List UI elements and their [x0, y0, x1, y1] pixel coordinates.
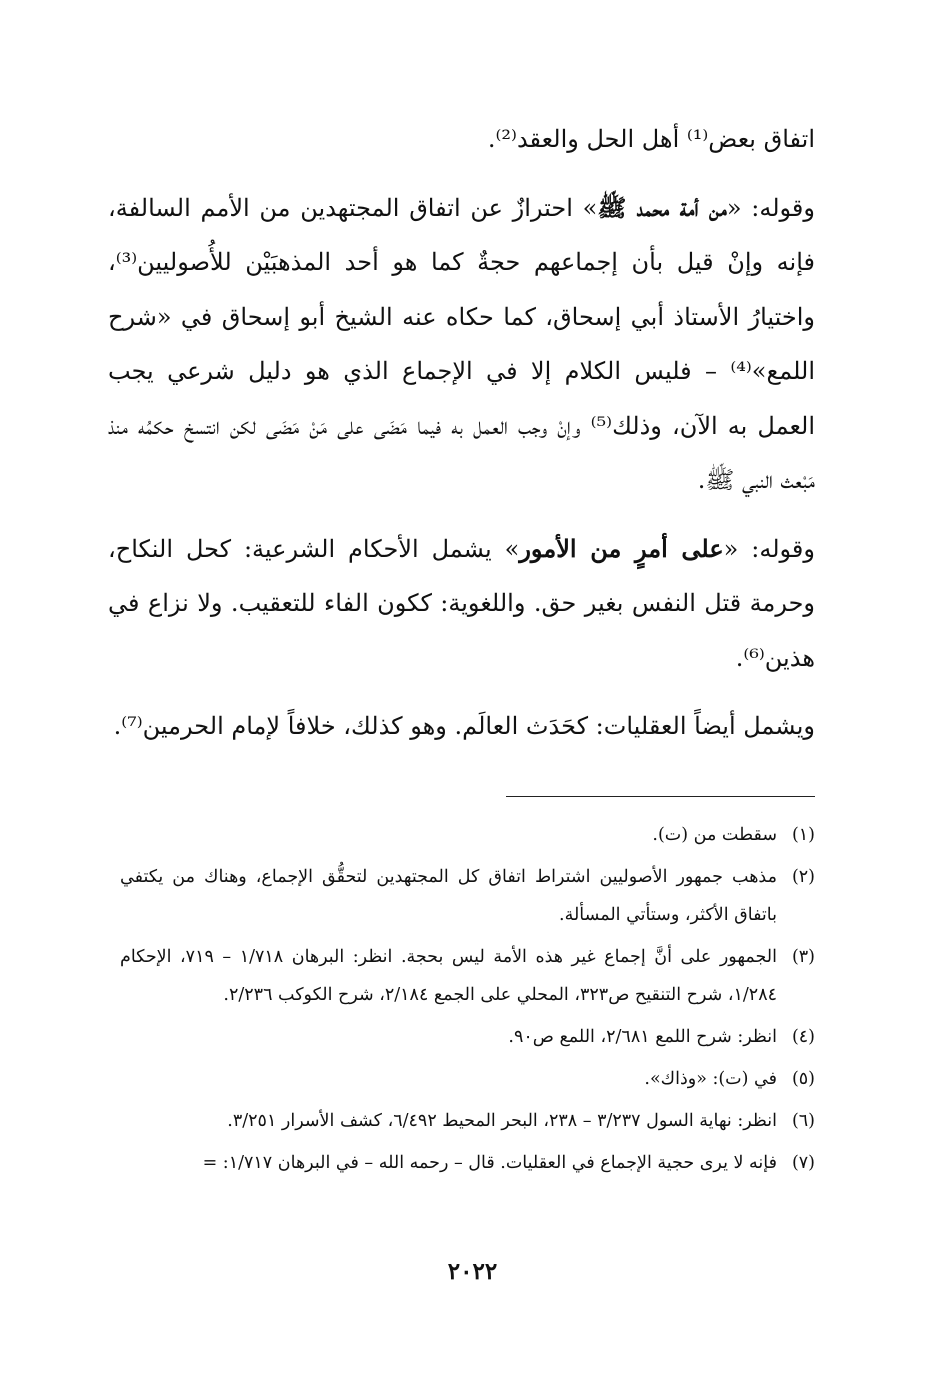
- footnote-7: [120, 1144, 815, 1182]
- footnote-text: فإنه لا يرى حجية الإجماع في العقليات. قال – رحمه الله – في البرهان ١/٧١٧: =: [202, 1153, 777, 1173]
- footnote-number: (٢): [791, 867, 815, 887]
- footnote-3: [120, 938, 815, 1014]
- footnote-4: [120, 1018, 815, 1056]
- paragraph-2-rest: » احترازٌ عن اتفاق المجتهدين من الأمم السالفة، فإنه وإنْ قيل بأن إجماعهم حجةٌ كما هو أحد المذهبَيْن للأُصوليين⁽³⁾، واختيارُ الأستاذ أبي إسحاق، كما حكاه عنه الشيخ أبو إسحاق في «شرح اللمع»⁽⁴⁾ – فليس الكلام إلا في الإجماع الذي هو دليل شرعي يجب العمل به الآن، وذلك⁽⁵⁾ وإنْ وجب العمل به فيما مَضَى على مَنْ مَضَى لكن انتسخ حكمُه منذ مَبْعث النبي ﷺ.: [108, 193, 816, 494]
- footnote-1: [120, 816, 815, 854]
- footnote-text: في (ت): «وذاك».: [644, 1069, 777, 1089]
- paragraph-3-prefix: وقوله: «: [723, 534, 815, 563]
- footnote-number: (٤): [791, 1027, 815, 1047]
- footnote-number: (٥): [791, 1069, 815, 1089]
- main-text: [108, 112, 815, 754]
- footnote-text: انظر: شرح اللمع ٢/٦٨١، اللمع ص٩٠.: [508, 1027, 777, 1047]
- quoted-phrase-ummat-muhammad: من أمة محمد ﷺ: [597, 192, 727, 222]
- footnote-text: مذهب جمهور الأصوليين اشتراط اتفاق كل المجتهدين لتحقُّق الإجماع، وهناك من يكتفي باتفاق الأكثر، وستأتي المسألة.: [120, 867, 777, 925]
- paragraph-2: [108, 181, 815, 508]
- footnote-text: انظر: نهاية السول ٣/٢٣٧ – ٢٣٨، البحر المحيط ٦/٤٩٢، كشف الأسرار ٣/٢٥١.: [227, 1111, 777, 1131]
- paragraph-3: [108, 522, 815, 686]
- paragraph-1: اتفاق بعض⁽¹⁾ أهل الحل والعقد⁽²⁾.: [487, 125, 815, 153]
- page-number: ٢٠٢٢: [447, 1258, 498, 1285]
- footnote-separator: [506, 796, 815, 797]
- footnote-5: [120, 1060, 815, 1098]
- footnote-text: سقطت من (ت).: [652, 825, 777, 845]
- footnote-text: الجمهور على أنَّ إجماع غير هذه الأمة ليس بحجة. انظر: البرهان ١/٧١٨ – ٧١٩، الإحكام ١/٢٨٤، شرح التنقيح ص٣٢٣، المحلي على الجمع ٢/١٨٤، شرح الكوكب ٢/٢٣٦.: [120, 947, 778, 1005]
- footnote-6: [120, 1102, 815, 1140]
- footnote-number: (٦): [791, 1111, 815, 1131]
- footnotes: [120, 816, 815, 1186]
- paragraph-3-rest: » يشمل الأحكام الشرعية: كحل النكاح، وحرمة قتل النفس بغير حق. واللغوية: ككون الفاء للتعقيب. ولا نزاع في هذين⁽⁶⁾.: [108, 534, 815, 672]
- paragraph-4: ويشمل أيضاً العقليات: كحَدَث العالَم. وهو كذلك، خلافاً لإمام الحرمين⁽⁷⁾.: [113, 712, 815, 740]
- footnote-number: (٣): [791, 947, 815, 967]
- footnote-number: (١): [791, 825, 815, 845]
- footnote-2: [120, 858, 815, 934]
- footnote-number: (٧): [791, 1153, 815, 1173]
- paragraph-2-prefix: وقوله: «: [726, 193, 815, 222]
- quoted-phrase-ala-amr: على أمرٍ من الأمور: [519, 533, 724, 563]
